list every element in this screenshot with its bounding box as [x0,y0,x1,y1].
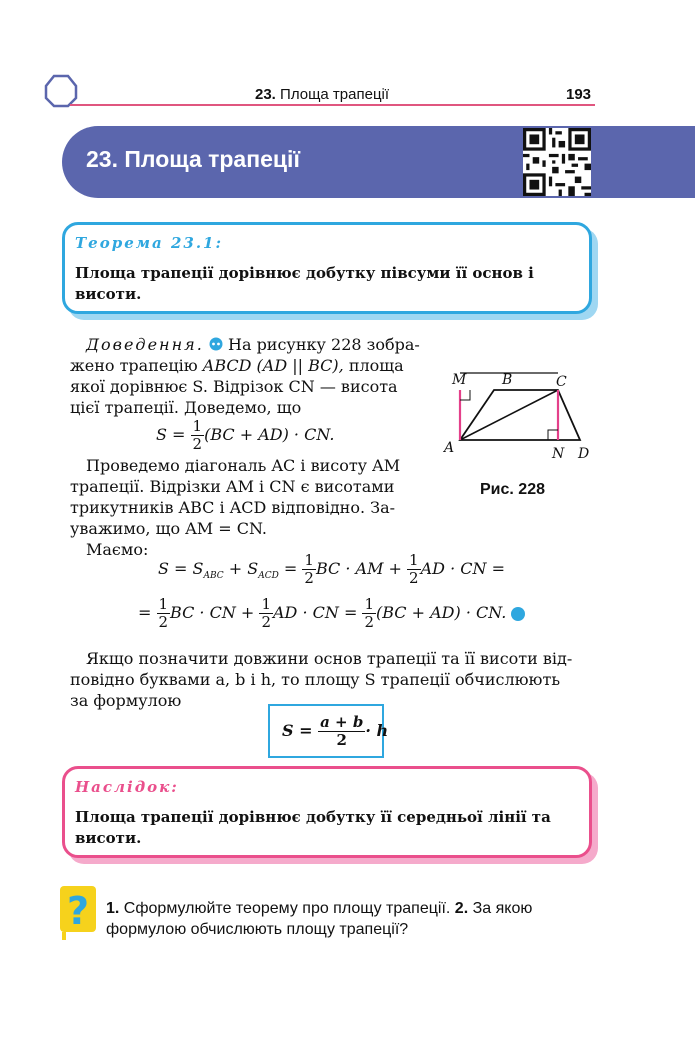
fig-label-n: N [552,446,565,462]
area-formula-lhs: S = [282,721,313,740]
area-formula-fraction [318,714,365,749]
section-number: 23. [255,86,276,103]
derivation-row-2 [138,596,525,631]
half-num: 1 [304,551,314,569]
half-den: 2 [261,613,271,631]
proof-end-icon [511,607,525,621]
area-formula-den: 2 [336,731,347,749]
area-formula-rhs: · h [365,721,389,740]
half-num: 1 [364,595,374,613]
corollary-label: Наслідок: [75,778,179,796]
para2-line-4: уважимо, що AM = CN. [70,519,268,538]
qr-code-icon[interactable] [523,128,591,196]
running-header [255,86,389,103]
proof-label: Доведення. [86,335,204,354]
formula-area [156,418,334,453]
derivation-row-1 [158,552,505,587]
proof-text-2a: жено трапецію [70,356,198,375]
deriv-r2-frac2 [259,596,273,631]
hexagon-icon [44,74,78,108]
para3-line-2: повідно буквами a, b і h, то площу S трапеції обчислюють [70,670,561,689]
deriv-r1-e: AD · CN = [420,559,505,578]
proof-line-4: цієї трапеції. Доведемо, що [70,398,302,417]
half-num: 1 [261,595,271,613]
deriv-r1-d: BC · AM + [315,559,402,578]
theorem-label: Теорема 23.1: [75,234,224,252]
half-num: 1 [158,595,169,613]
deriv-r1-a: S = S [158,559,204,578]
para2-line-1: Проведемо діагональ AC і висоту AM [86,456,401,475]
para3-line-1: Якщо позначити довжини основ трапеції та її висоти від- [86,649,573,668]
header-divider [70,104,595,106]
questions-block [106,898,594,940]
half-den: 2 [158,613,169,631]
deriv-r1-frac1 [302,552,316,587]
question-1-text: Сформулюйте теорему про площу трапеції. [123,900,451,917]
para2-line-5: Маємо: [86,540,149,559]
fig-label-b: B [502,372,513,388]
area-formula [282,714,388,749]
corollary-text: Площа трапеції дорівнює добутку її середньої лінії та висоти. [75,808,551,847]
half-num: 1 [409,551,419,569]
corollary-box [62,766,592,858]
formula1-lhs: S = [156,425,186,444]
proof-start-icon [209,337,223,351]
svg-text:?: ? [66,889,90,933]
deriv-r2-b: BC · CN + [170,603,255,622]
theorem-text: Площа трапеції дорівнює добутку півсуми її основ і висоти. [75,264,534,303]
trapezoid-figure [440,368,600,468]
proof-text-1: На рисунку 228 зобра- [227,335,420,354]
half-den: 2 [304,569,314,587]
question-2-text: За якою формулою обчислюють площу трапеції? [106,900,533,938]
proof-text-2d: площа [348,356,404,375]
proof-line-3: якої дорівнює S. Відрізок CN — висота [70,377,398,396]
para3-line-3: за формулою [70,691,182,710]
area-formula-num: a + b [320,713,364,731]
half-den: 2 [409,569,419,587]
deriv-r2-frac1 [157,596,171,631]
deriv-r1-frac2 [407,552,421,587]
deriv-r1-sub1: ABC [203,571,224,582]
deriv-r2-a: = [138,603,152,622]
para2-line-3: трикутників ABC і ACD відповідно. За- [70,498,396,517]
proof-text-2b: ABCD [202,356,252,375]
fig-label-a: A [444,440,455,456]
fig-label-d: D [578,446,590,462]
formula1-num: 1 [192,417,203,435]
section-title: Площа трапеції [280,86,390,103]
question-1-number: 1. [106,900,120,917]
para2-line-2: трапеції. Відрізки AM і CN є висотами [70,477,395,496]
question-2-number: 2. [454,900,469,917]
area-formula-box [268,704,389,758]
theorem-box [62,222,592,314]
proof-line-1 [86,334,420,355]
formula1-den: 2 [192,435,203,453]
fig-label-m: M [452,372,467,388]
question-icon [60,886,96,940]
proof-line-2 [70,355,404,376]
deriv-r2-c: AD · CN = [272,603,358,622]
page-number: 193 [566,86,592,103]
deriv-r1-c: = [283,559,298,578]
half-den: 2 [364,613,374,631]
formula1-fraction [191,418,205,453]
deriv-r2-d: (BC + AD) · CN. [376,603,507,622]
deriv-r1-sub2: ACD [258,571,279,582]
formula1-rhs: (BC + AD) · CN. [204,425,335,444]
proof-text-2c: (AD || BC), [256,356,344,375]
fig-label-c: C [556,374,567,390]
figure-caption: Рис. 228 [480,481,545,498]
deriv-r1-b: + S [228,559,259,578]
deriv-r2-frac3 [362,596,376,631]
page-title: 23. Площа трапеції [86,146,300,172]
